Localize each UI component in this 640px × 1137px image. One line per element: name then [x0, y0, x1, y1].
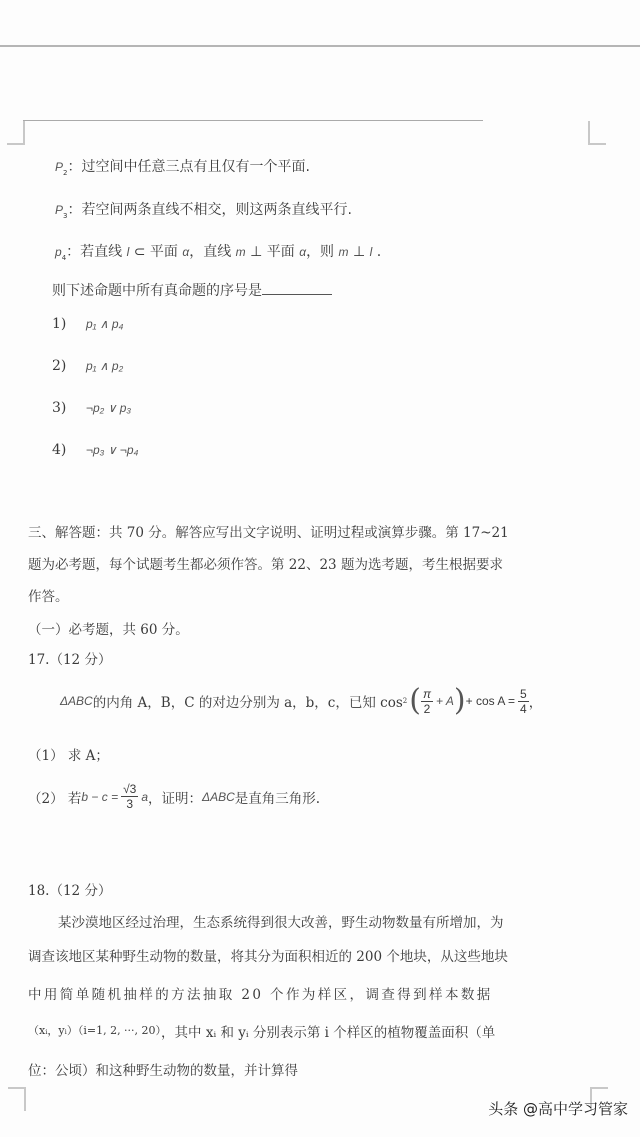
option-1: 1) p₁ ∧ p₄ [52, 316, 124, 332]
q17-part2: （2） 若 b − c = $\frac{√3}{3}$ a ，证明： ΔABC 是直角三角形. [28, 782, 321, 811]
q18-line1: 某沙漠地区经过治理，生态系统得到很大改善，野生动物数量有所增加，为 [58, 915, 504, 931]
right-paren: ) [453, 683, 466, 718]
proposition-p3: $P_3$：若空间两条直线不相交，则这两条直线平行. [55, 202, 352, 220]
page-top-divider [0, 45, 640, 47]
q17-heading: 17.（12 分） [28, 652, 112, 668]
option-4: 4) ¬p₃ ∨ ¬p₄ [52, 442, 139, 458]
section3-subheading: （一）必考题，共 60 分。 [28, 622, 189, 638]
corner-mark-top-left [7, 121, 25, 145]
section3-line1: 三、解答题：共 70 分。解答应写出文字说明、证明过程或演算步骤。第 17~21 [28, 525, 509, 541]
q18-line2: 调查该地区某种野生动物的数量，将其分为面积相近的 200 个地块，从这些地块 [28, 949, 508, 965]
proposition-p2: $P_2$：过空间中任意三点有且仅有一个平面. [55, 159, 310, 177]
section3-line3: 作答。 [28, 589, 69, 605]
left-paren: ( [409, 683, 421, 718]
option-3: 3) ¬p₂ ∨ p₃ [52, 400, 132, 416]
q17-part1: （1） 求 A； [28, 748, 109, 764]
section3-line2: 题为必考题，每个试题考生都必须作答。第 22、23 题为选考题，考生根据要求 [28, 557, 503, 573]
q17-stem: ΔABC 的内角 A，B，C 的对边分别为 a，b，c，已知 cos 2 ( $\frac{\pi}{2}$ + A ) + cos A = $\frac{5}{4}$ ， [60, 683, 543, 718]
q18-line5: 位：公顷）和这种野生动物的数量，并计算得 [28, 1063, 298, 1079]
fraction-pi-over-2: $\frac{\pi}{2}$ [422, 686, 432, 716]
corner-mark-top-right [588, 121, 606, 145]
page-header-rule [23, 120, 483, 121]
answer-blank[interactable] [262, 282, 332, 295]
watermark: 头条 @高中学习管家 [488, 1100, 628, 1118]
option-2: 2) p₁ ∧ p₂ [52, 358, 124, 374]
fraction-sqrt3-over-3: $\frac{√3}{3}$ [123, 782, 137, 811]
question-prompt: 则下述命题中所有真命题的序号是 [52, 280, 332, 300]
q18-heading: 18.（12 分） [28, 883, 112, 899]
proposition-p4: $p_4$：若直线 l ⊂ 平面 α，直线 m ⊥ 平面 α，则 m ⊥ l . [55, 244, 382, 262]
q18-line3: 中用简单随机抽样的方法抽取 20 个作为样区，调查得到样本数据 [28, 987, 493, 1003]
fraction-5-over-4: $\frac{5}{4}$ [520, 686, 527, 716]
corner-mark-bottom-left [8, 1087, 26, 1111]
q18-line4: $^{(xᵢ,yᵢ)(i=1, 2, \cdot\cdot\cdot, 20)}$，其中 xᵢ 和 yᵢ 分别表示第 i 个样区的植物覆盖面积（单 [28, 1024, 496, 1041]
